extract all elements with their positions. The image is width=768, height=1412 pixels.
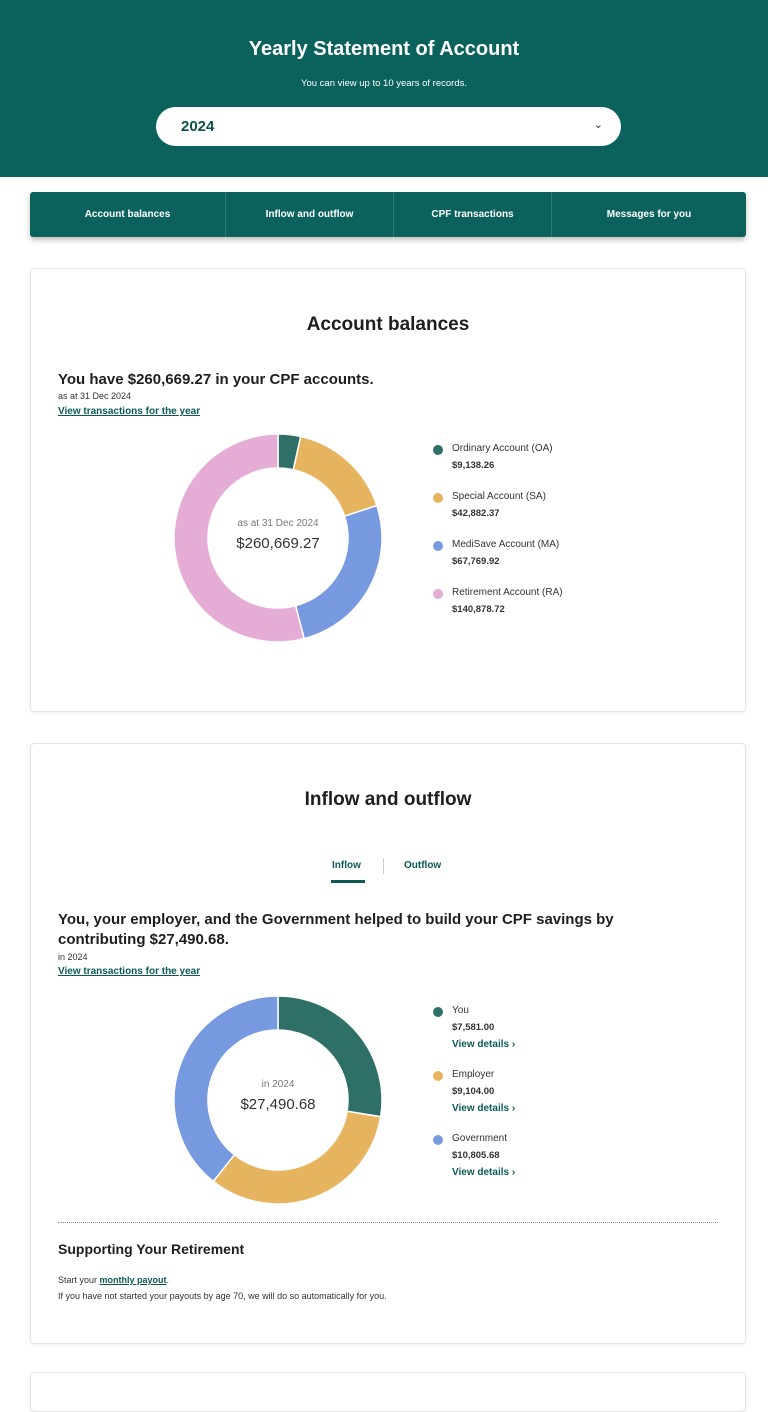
as-at-date: as at 31 Dec 2024 (58, 391, 132, 401)
section-title: Account balances (306, 314, 470, 335)
legend-amount: $140,878.72 (452, 604, 505, 615)
legend-label: Special Account (SA) (452, 491, 546, 502)
legend-item-sa (433, 491, 563, 539)
legend-label: MediSave Account (MA) (452, 539, 560, 550)
legend-amount: $9,104.00 (452, 1086, 495, 1097)
tab-outflow[interactable]: Outflow (404, 860, 442, 871)
chevron-right-icon: › (511, 1039, 516, 1050)
nav-inflow-outflow[interactable]: Inflow and outflow (226, 192, 394, 237)
donut-slice-special-account-sa (293, 437, 377, 517)
legend-item-ma (433, 539, 563, 587)
legend-item-ra (433, 587, 563, 635)
center-label: in 2024 (261, 1079, 295, 1090)
nav-messages[interactable]: Messages for you (606, 209, 692, 220)
legend-dot (433, 493, 443, 503)
center-value: $260,669.27 (236, 535, 320, 552)
legend-item-government (433, 1133, 515, 1197)
account-balances-card (30, 268, 746, 712)
inflow-legend (433, 1005, 515, 1197)
view-details-you[interactable] (452, 1039, 515, 1050)
legend-dot (433, 1071, 443, 1081)
monthly-payout-link[interactable]: monthly payout (99, 1275, 167, 1285)
view-details-label: View details (452, 1039, 510, 1050)
period: in 2024 (58, 952, 88, 962)
page-subtitle: You can view up to 10 years of records. (301, 78, 467, 89)
nav-account-balances[interactable]: Account balances (30, 192, 226, 237)
legend-dot (433, 589, 443, 599)
view-details-employer[interactable] (452, 1103, 515, 1114)
donut-center (208, 1079, 348, 1113)
tab-inflow[interactable]: Inflow (332, 860, 361, 871)
donut-center (208, 518, 348, 552)
start-suffix: . (166, 1275, 170, 1285)
legend-label: Employer (452, 1069, 495, 1080)
view-transactions-link[interactable]: View transactions for the year (58, 966, 201, 977)
legend-amount: $42,882.37 (452, 508, 500, 519)
header (0, 0, 768, 177)
legend-item-oa (433, 443, 563, 491)
tab-divider (383, 858, 384, 874)
retirement-start (58, 1275, 169, 1285)
nav-cpf-transactions[interactable]: CPF transactions (394, 192, 552, 237)
divider (58, 1222, 718, 1223)
legend-label: Ordinary Account (OA) (452, 443, 553, 454)
view-transactions-link[interactable]: View transactions for the year (58, 406, 201, 417)
legend-dot (433, 1007, 443, 1017)
legend-dot (433, 1135, 443, 1145)
year-select[interactable] (156, 107, 621, 146)
page-title: Yearly Statement of Account (248, 38, 520, 60)
view-details-government[interactable] (452, 1167, 515, 1178)
chevron-right-icon: › (511, 1103, 516, 1114)
legend-dot (433, 445, 443, 455)
legend-amount: $9,138.26 (452, 460, 495, 471)
legend-item-employer (433, 1069, 515, 1133)
legend-amount: $67,769.92 (452, 556, 500, 567)
balances-legend (433, 443, 563, 635)
inflow-outflow-card (30, 743, 746, 1344)
start-prefix: Start your (58, 1275, 100, 1285)
view-details-label: View details (452, 1103, 510, 1114)
flow-tabs (31, 860, 745, 890)
retirement-title: Supporting Your Retirement (58, 1241, 245, 1257)
chevron-right-icon: › (511, 1167, 516, 1178)
chevron-down-icon: ⌄ (593, 119, 603, 131)
view-details-label: View details (452, 1167, 510, 1178)
section-nav (30, 192, 746, 237)
legend-dot (433, 541, 443, 551)
active-tab-indicator (331, 880, 365, 883)
section-title: Inflow and outflow (304, 789, 472, 810)
retirement-note: If you have not started your payouts by age 70, we will do so automatically for you. (58, 1291, 387, 1301)
legend-label: Retirement Account (RA) (452, 587, 563, 598)
legend-amount: $7,581.00 (452, 1022, 495, 1033)
next-card (30, 1372, 746, 1412)
legend-item-you (433, 1005, 515, 1069)
legend-label: Government (452, 1133, 508, 1144)
balance-headline: You have $260,669.27 in your CPF accounts. (58, 371, 374, 388)
legend-label: You (452, 1005, 469, 1016)
center-label: as at 31 Dec 2024 (237, 518, 319, 529)
donut-slice-employer (213, 1111, 380, 1204)
legend-amount: $10,805.68 (452, 1150, 500, 1161)
year-value: 2024 (181, 118, 215, 135)
inflow-headline: You, your employer, and the Government helped to build your CPF savings by contributing $27,490.68. (58, 911, 614, 948)
center-value: $27,490.68 (240, 1096, 316, 1113)
